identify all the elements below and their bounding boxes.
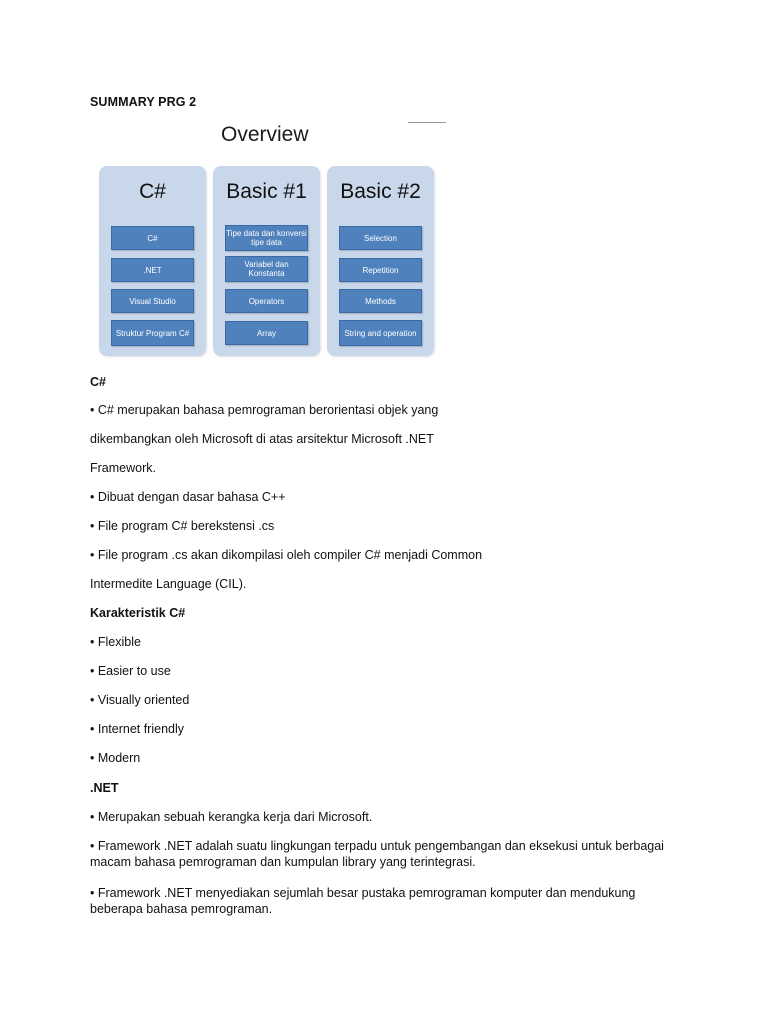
diagram-box: Operators [225, 289, 308, 313]
paragraph: • Framework .NET adalah suatu lingkungan terpadu untuk pengembangan dan eksekusi untuk berbagai macam bahasa pemrograman dan kumpulan library yang terintegrasi. [90, 839, 664, 869]
list-item: • Modern [90, 751, 141, 765]
paragraph: • Merupakan sebuah kerangka kerja dari Microsoft. [90, 810, 373, 824]
list-item: • Flexible [90, 635, 141, 649]
decorative-rule [408, 122, 446, 123]
column-heading: C# [139, 180, 166, 203]
list-item: • Visually oriented [90, 693, 190, 707]
diagram-box: C# [111, 226, 194, 250]
diagram-box: String and operation [339, 320, 422, 346]
diagram-column-csharp [99, 166, 206, 356]
section-heading-net: .NET [90, 781, 119, 795]
diagram-box: Selection [339, 226, 422, 250]
diagram-box: Array [225, 321, 308, 345]
column-heading: Basic #2 [340, 180, 421, 203]
diagram-box: Visual Studio [111, 289, 194, 313]
paragraph: • Dibuat dengan dasar bahasa C++ [90, 490, 286, 504]
diagram-title: Overview [221, 123, 309, 146]
paragraph: • File program C# berekstensi .cs [90, 519, 275, 533]
paragraph: Framework. [90, 461, 156, 475]
column-heading: Basic #1 [226, 180, 307, 203]
diagram-box: Methods [339, 289, 422, 313]
diagram-box: Repetition [339, 258, 422, 282]
diagram-box: .NET [111, 258, 194, 282]
paragraph: • C# merupakan bahasa pemrograman berorientasi objek yang [90, 403, 439, 417]
diagram-box: Tipe data dan konversi tipe data [225, 225, 308, 251]
paragraph: • Framework .NET menyediakan sejumlah besar pustaka pemrograman komputer dan mendukung beberapa bahasa pemrograman. [90, 886, 636, 916]
paragraph: dikembangkan oleh Microsoft di atas arsitektur Microsoft .NET [90, 432, 434, 446]
paragraph: Intermedite Language (CIL). [90, 577, 247, 591]
paragraph: • File program .cs akan dikompilasi oleh compiler C# menjadi Common [90, 548, 483, 562]
overview-diagram [96, 118, 441, 360]
section-heading-karakteristik: Karakteristik C# [90, 606, 186, 620]
diagram-box: Struktur Program C# [111, 320, 194, 346]
list-item: • Internet friendly [90, 722, 185, 736]
section-heading-csharp: C# [90, 375, 106, 389]
diagram-column-basic1 [213, 166, 320, 356]
diagram-column-basic2 [327, 166, 434, 356]
document-title: SUMMARY PRG 2 [90, 95, 197, 109]
diagram-box: Variabel dan Konstanta [225, 256, 308, 282]
list-item: • Easier to use [90, 664, 171, 678]
